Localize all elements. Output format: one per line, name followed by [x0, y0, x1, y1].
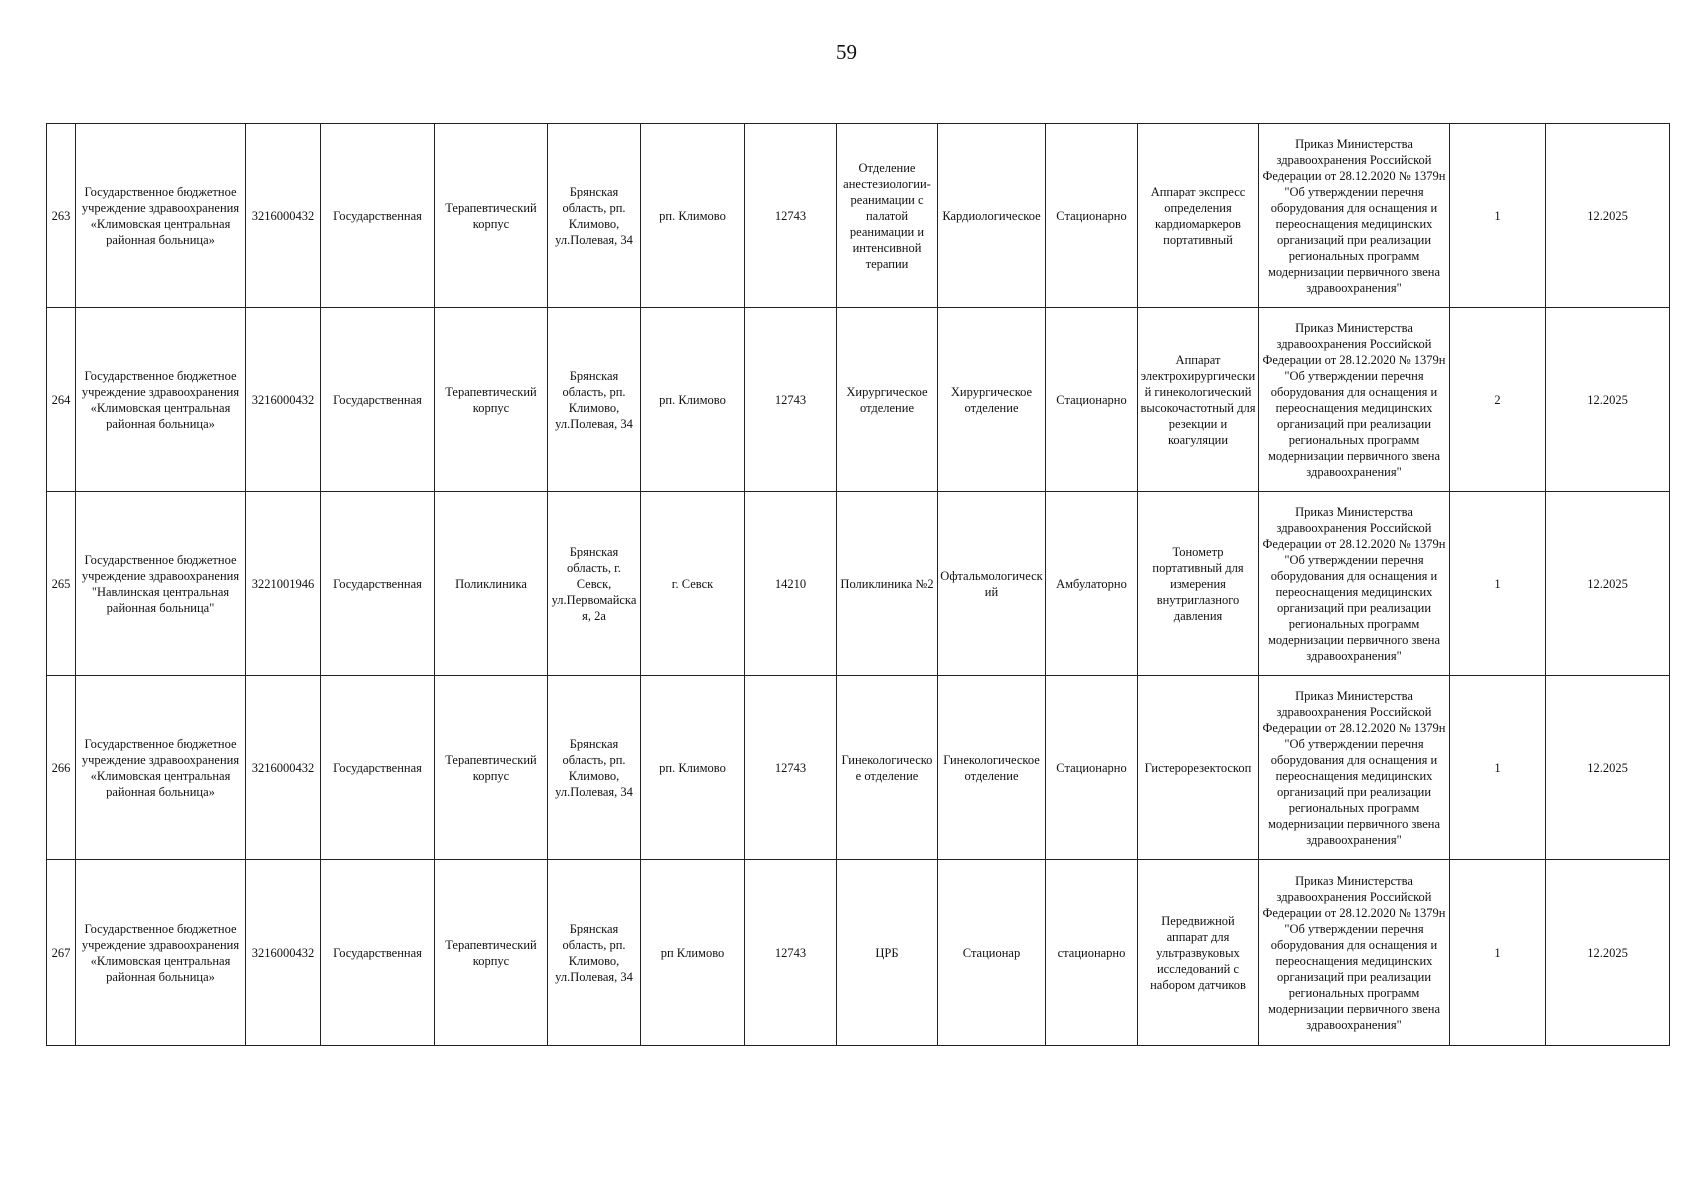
locality: г. Севск	[641, 492, 745, 676]
table-row	[47, 676, 1670, 860]
building: Терапевтический корпус	[435, 860, 548, 1046]
legal-basis: Приказ Министерства здравоохранения Российской Федерации от 28.12.2020 № 1379н "Об утверждении перечня оборудования для оснащения и переоснащения медицинских организаций при реализации региональных программ модернизации первичного звена здравоохранения"	[1259, 492, 1450, 676]
department: ЦРБ	[837, 860, 938, 1046]
medical-profile: Гинекологическое отделение	[938, 676, 1046, 860]
table-row	[47, 492, 1670, 676]
building: Терапевтический корпус	[435, 308, 548, 492]
locality-code: 12743	[745, 860, 837, 1046]
organization-name: Государственное бюджетное учреждение здравоохранения "Навлинская центральная районная больница"	[76, 492, 246, 676]
inn: 3216000432	[246, 124, 321, 308]
page-number: 59	[836, 40, 857, 64]
ownership-form: Государственная	[321, 492, 435, 676]
quantity: 1	[1450, 492, 1546, 676]
care-form: Стационарно	[1046, 124, 1138, 308]
inn: 3216000432	[246, 308, 321, 492]
address: Брянская область, рп. Климово, ул.Полевая, 34	[548, 860, 641, 1046]
legal-basis: Приказ Министерства здравоохранения Российской Федерации от 28.12.2020 № 1379н "Об утверждении перечня оборудования для оснащения и переоснащения медицинских организаций при реализации региональных программ модернизации первичного звена здравоохранения"	[1259, 860, 1450, 1046]
equipment-name: Тонометр портативный для измерения внутриглазного давления	[1138, 492, 1259, 676]
care-form: Стационарно	[1046, 676, 1138, 860]
equipment-registry-table	[46, 123, 1670, 1046]
quantity: 1	[1450, 860, 1546, 1046]
delivery-date: 12.2025	[1546, 124, 1670, 308]
organization-name: Государственное бюджетное учреждение здравоохранения «Климовская центральная районная больница»	[76, 308, 246, 492]
ownership-form: Государственная	[321, 308, 435, 492]
care-form: Стационарно	[1046, 308, 1138, 492]
locality-code: 12743	[745, 676, 837, 860]
medical-profile: Стационар	[938, 860, 1046, 1046]
table-row	[47, 308, 1670, 492]
legal-basis: Приказ Министерства здравоохранения Российской Федерации от 28.12.2020 № 1379н "Об утверждении перечня оборудования для оснащения и переоснащения медицинских организаций при реализации региональных программ модернизации первичного звена здравоохранения"	[1259, 676, 1450, 860]
ownership-form: Государственная	[321, 860, 435, 1046]
equipment-name: Передвижной аппарат для ультразвуковых исследований с набором датчиков	[1138, 860, 1259, 1046]
locality: рп Климово	[641, 860, 745, 1046]
row-number: 265	[47, 492, 76, 676]
department: Отделение анестезиологии-реанимации с палатой реанимации и интенсивной терапии	[837, 124, 938, 308]
locality: рп. Климово	[641, 308, 745, 492]
care-form: Амбулаторно	[1046, 492, 1138, 676]
organization-name: Государственное бюджетное учреждение здравоохранения «Климовская центральная районная больница»	[76, 124, 246, 308]
row-number: 263	[47, 124, 76, 308]
row-number: 267	[47, 860, 76, 1046]
address: Брянская область, рп. Климово, ул.Полевая, 34	[548, 124, 641, 308]
inn: 3221001946	[246, 492, 321, 676]
delivery-date: 12.2025	[1546, 492, 1670, 676]
department: Поликлиника №2	[837, 492, 938, 676]
delivery-date: 12.2025	[1546, 676, 1670, 860]
table-body	[47, 124, 1670, 1046]
equipment-name: Аппарат экспресс определения кардиомаркеров портативный	[1138, 124, 1259, 308]
medical-profile: Хирургическое отделение	[938, 308, 1046, 492]
inn: 3216000432	[246, 676, 321, 860]
equipment-name: Аппарат электрохирургический гинекологический высокочастотный для резекции и коагуляции	[1138, 308, 1259, 492]
locality-code: 12743	[745, 124, 837, 308]
legal-basis: Приказ Министерства здравоохранения Российской Федерации от 28.12.2020 № 1379н "Об утверждении перечня оборудования для оснащения и переоснащения медицинских организаций при реализации региональных программ модернизации первичного звена здравоохранения"	[1259, 124, 1450, 308]
locality-code: 12743	[745, 308, 837, 492]
quantity: 1	[1450, 124, 1546, 308]
table-row	[47, 124, 1670, 308]
ownership-form: Государственная	[321, 676, 435, 860]
organization-name: Государственное бюджетное учреждение здравоохранения «Климовская центральная районная больница»	[76, 860, 246, 1046]
table-row	[47, 860, 1670, 1046]
delivery-date: 12.2025	[1546, 860, 1670, 1046]
building: Терапевтический корпус	[435, 676, 548, 860]
row-number: 264	[47, 308, 76, 492]
locality: рп. Климово	[641, 124, 745, 308]
delivery-date: 12.2025	[1546, 308, 1670, 492]
legal-basis: Приказ Министерства здравоохранения Российской Федерации от 28.12.2020 № 1379н "Об утверждении перечня оборудования для оснащения и переоснащения медицинских организаций при реализации региональных программ модернизации первичного звена здравоохранения"	[1259, 308, 1450, 492]
organization-name: Государственное бюджетное учреждение здравоохранения «Климовская центральная районная больница»	[76, 676, 246, 860]
department: Хирургическое отделение	[837, 308, 938, 492]
care-form: стационарно	[1046, 860, 1138, 1046]
locality-code: 14210	[745, 492, 837, 676]
equipment-name: Гистерорезектоскоп	[1138, 676, 1259, 860]
locality: рп. Климово	[641, 676, 745, 860]
department: Гинекологическое отделение	[837, 676, 938, 860]
inn: 3216000432	[246, 860, 321, 1046]
address: Брянская область, рп. Климово, ул.Полевая, 34	[548, 308, 641, 492]
medical-profile: Кардиологическое	[938, 124, 1046, 308]
quantity: 2	[1450, 308, 1546, 492]
medical-profile: Офтальмологический	[938, 492, 1046, 676]
address: Брянская область, г. Севск, ул.Первомайская, 2а	[548, 492, 641, 676]
quantity: 1	[1450, 676, 1546, 860]
building: Поликлиника	[435, 492, 548, 676]
building: Терапевтический корпус	[435, 124, 548, 308]
address: Брянская область, рп. Климово, ул.Полевая, 34	[548, 676, 641, 860]
row-number: 266	[47, 676, 76, 860]
ownership-form: Государственная	[321, 124, 435, 308]
